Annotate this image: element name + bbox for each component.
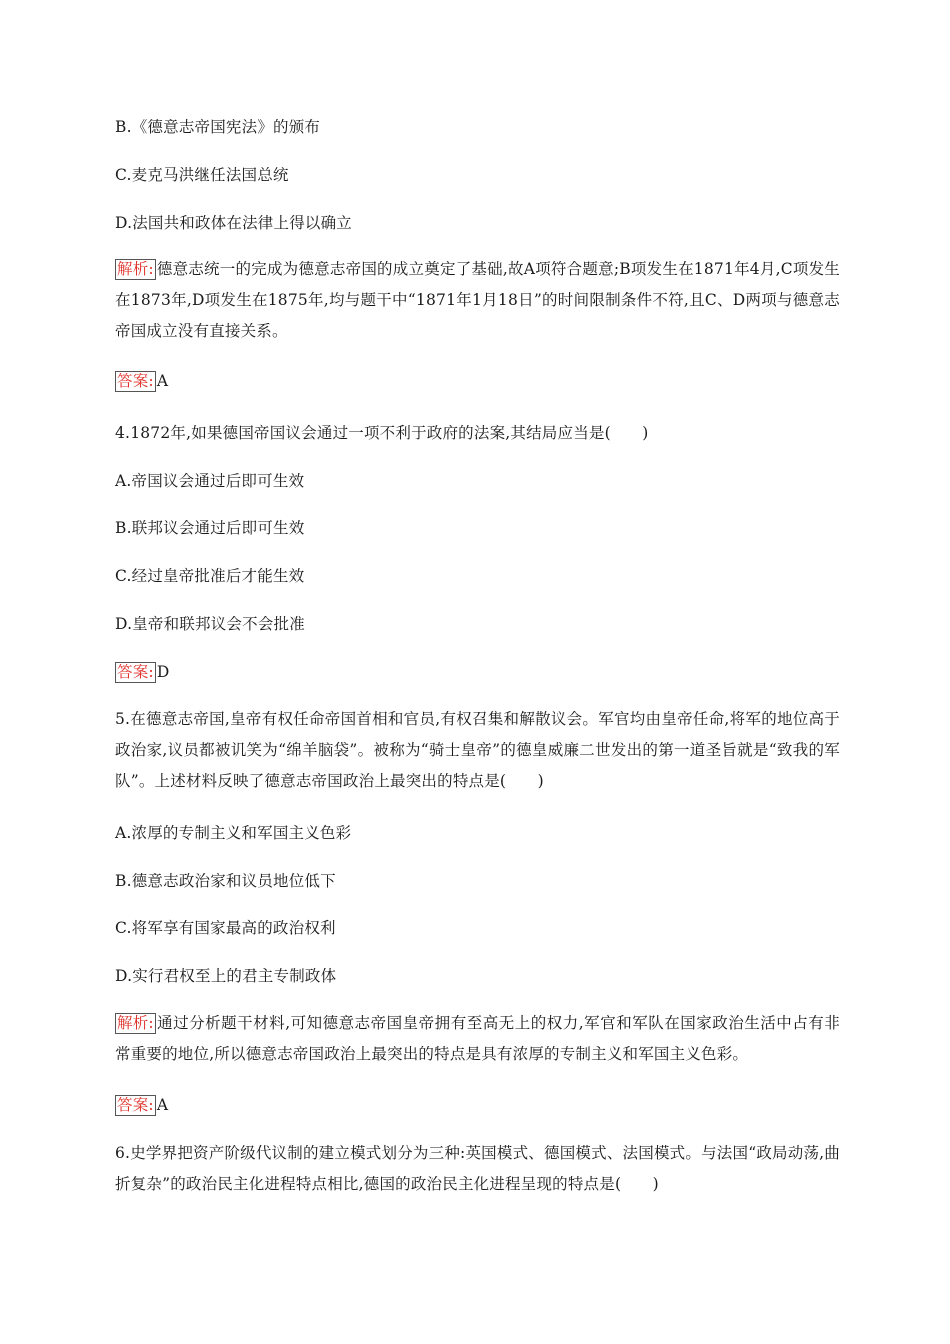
analysis-tag: 解析:: [117, 1014, 154, 1032]
q5-answer: [115, 1094, 168, 1116]
q5-option-a: A.浓厚的专制主义和军国主义色彩: [115, 824, 352, 842]
q4-answer: [115, 661, 169, 683]
q5-option-d: D.实行君权至上的君主专制政体: [115, 967, 337, 985]
q6-stem: 6.史学界把资产阶级代议制的建立模式划分为三种:英国模式、德国模式、法国模式。与法国“政局动荡,曲折复杂”的政治民主化进程特点相比,德国的政治民主化进程呈现的特点是( ): [115, 1144, 840, 1193]
q4-option-d: D.皇帝和联邦议会不会批准: [115, 615, 305, 633]
answer-text: D: [156, 663, 170, 681]
q4-option-b: B.联邦议会通过后即可生效: [115, 519, 305, 537]
analysis-text: 德意志统一的完成为德意志帝国的成立奠定了基础,故A项符合题意;B项发生在1871年4月,C项发生在1873年,D项发生在1875年,均与题干中“1871年1月18日”的时间限制条件不符,且C、D两项与德意志帝国成立没有直接关系。: [115, 260, 840, 340]
answer-tag: 答案:: [117, 372, 154, 390]
answer-tag: 答案:: [117, 1096, 154, 1114]
q4-option-c: C.经过皇帝批准后才能生效: [115, 567, 305, 585]
q3-option-d: D.法国共和政体在法律上得以确立: [115, 214, 353, 232]
answer-text: A: [156, 372, 169, 390]
answer-tag: 答案:: [117, 663, 154, 681]
q5-analysis: [115, 1008, 840, 1070]
q3-option-b: B.《德意志帝国宪法》的颁布: [115, 118, 321, 136]
answer-text: A: [156, 1096, 169, 1114]
q3-answer: [115, 370, 168, 392]
q3-analysis: [115, 254, 840, 347]
q4-stem: 4.1872年,如果德国帝国议会通过一项不利于政府的法案,其结局应当是( ): [115, 424, 649, 442]
analysis-text: 通过分析题干材料,可知德意志帝国皇帝拥有至高无上的权力,军官和军队在国家政治生活中占有非常重要的地位,所以德意志帝国政治上最突出的特点是具有浓厚的专制主义和军国主义色彩。: [115, 1014, 840, 1063]
q3-option-c: C.麦克马洪继任法国总统: [115, 166, 289, 184]
analysis-tag: 解析:: [117, 260, 154, 278]
q5-stem: 5.在德意志帝国,皇帝有权任命帝国首相和官员,有权召集和解散议会。军官均由皇帝任命,将军的地位高于政治家,议员都被讥笑为“绵羊脑袋”。被称为“骑士皇帝”的德皇威廉二世发出的第一道圣旨就是“致我的军队”。上述材料反映了德意志帝国政治上最突出的特点是( ): [115, 710, 840, 790]
q4-option-a: A.帝国议会通过后即可生效: [115, 472, 305, 490]
q5-option-b: B.德意志政治家和议员地位低下: [115, 872, 336, 890]
q5-option-c: C.将军享有国家最高的政治权利: [115, 919, 336, 937]
